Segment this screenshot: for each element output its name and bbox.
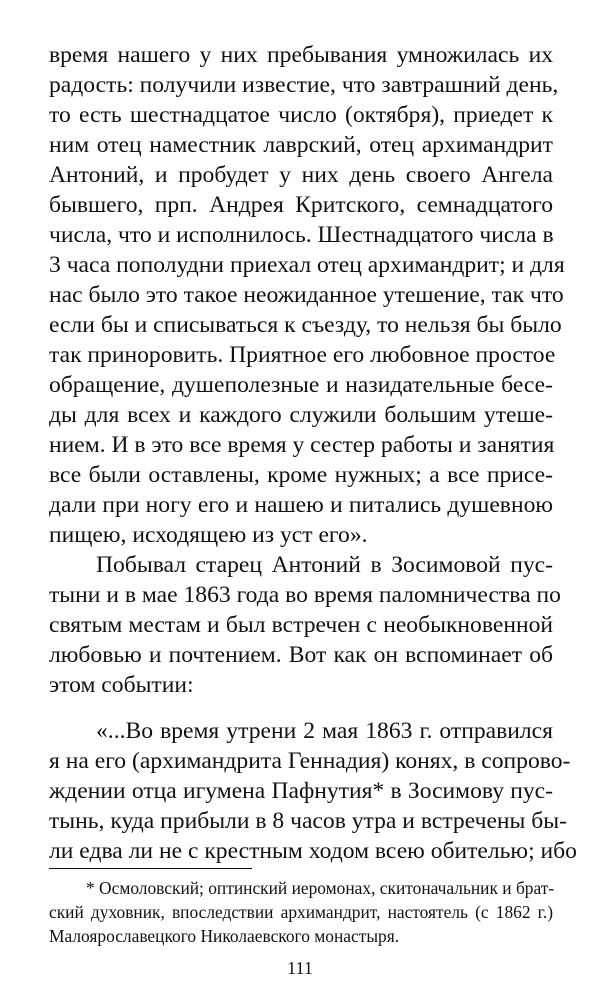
text-line: 3 часа пополудни приехал отец архимандрит; и для <box>49 252 565 278</box>
text-line: этом событии: <box>49 672 194 698</box>
page-number: 111 <box>287 958 313 978</box>
text-line: бывшего, прп. Андрея Критского, семнадцатого <box>49 192 553 218</box>
text-line: Антоний, и пробудет у них день своего Ангела <box>49 162 553 188</box>
text-line: ждении отца игумена Пафнутия* в Зосимову пус- <box>49 778 553 804</box>
text-line: я на его (архимандрита Геннадия) конях, в сопрово- <box>49 748 571 774</box>
text-line: тынь, куда прибыли в 8 часов утра и встречены бы- <box>49 808 568 834</box>
footnote-rule <box>49 868 252 869</box>
text-line: то есть шестнадцатое число (октября), приедет к <box>49 102 553 128</box>
text-line: если бы и списываться к съезду, то нельзя бы было <box>49 312 562 338</box>
text-line: ним отец наместник лаврский, отец архимандрит <box>49 132 553 158</box>
text-line: пищею, исходящею из уст его». <box>49 522 368 548</box>
text-line: ды для всех и каждого служили большим утеше- <box>49 402 553 428</box>
footnote-line: * Осмоловский; оптинский иеромонах, скитоначальник и брат- <box>86 878 555 898</box>
text-line: время нашего у них пребывания умножилась их <box>49 42 553 68</box>
text-line: «...Во время утрени 2 мая 1863 г. отправился <box>96 718 553 744</box>
text-line: ли едва ли не с крестным ходом всею обителью; ибо <box>49 838 577 864</box>
text-line: все были оставлены, кроме нужных; а все присе- <box>49 462 553 488</box>
text-line: любовью и почтением. Вот как он вспоминает об <box>49 642 553 668</box>
text-line: тыни и в мае 1863 года во время паломничества по <box>49 582 561 608</box>
text-line: радость: получили известие, что завтрашний день, <box>49 72 559 98</box>
text-line: числа, что и исполнилось. Шестнадцатого числа в <box>49 222 554 248</box>
text-line: Побывал старец Антоний в Зосимовой пус- <box>96 552 553 578</box>
text-line: дали при ногу его и нашею и питались душевною <box>49 492 553 518</box>
text-line: нием. И в это все время у сестер работы и занятия <box>49 432 555 458</box>
text-line: так приноровить. Приятное его любовное простое <box>49 342 556 368</box>
text-line: обращение, душеполезные и назидательные бесе- <box>49 372 553 398</box>
text-line: святым местам и был встречен с необыкновенной <box>49 612 553 638</box>
text-line: нас было это такое неожиданное утешение, так что <box>49 282 564 308</box>
footnote-line: ский духовник, впоследствии архимандрит, настоятель (с 1862 г.) <box>49 902 553 922</box>
footnote-line: Малоярославецкого Николаевского монастыря. <box>49 926 400 946</box>
